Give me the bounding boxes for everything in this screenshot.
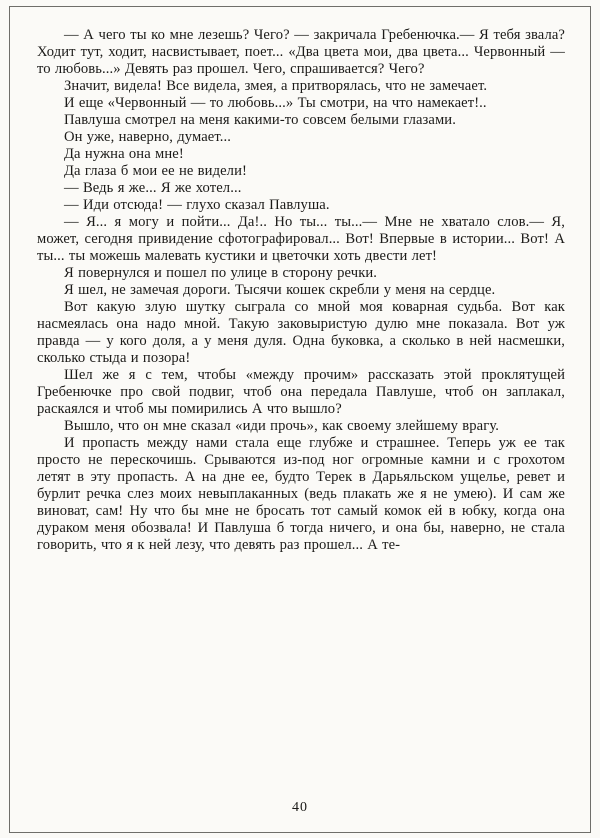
paragraph: Я повернулся и пошел по улице в сторону речки. (64, 265, 378, 281)
paragraph: — Иди отсюда! — глухо сказал Павлуша. (64, 197, 330, 213)
page-text (37, 27, 565, 554)
paragraph: — Я... я могу и пойти... Да!.. Но ты... ты...— Мне не хватало слов.— Я, может, сегодня привидение сфотографировал... Вот! Впервые в истории... Вот! А ты... ты можешь малевать кустики и цветочки хоть двести лет! (37, 214, 565, 264)
paragraph: Он уже, наверно, думает... (64, 129, 231, 145)
page-number: 40 (292, 800, 308, 815)
paragraph: Павлуша смотрел на меня какими-то совсем белыми глазами. (64, 112, 456, 128)
paragraph: Вот какую злую шутку сыграла со мной моя коварная судьба. Вот как насмеялась она надо мной. Такую заковыристую дулю мне показала. Вот уж правда — у кого доля, а у меня дуля. Одна буковка, а сколько в ней насмешки, сколько стыда и позора! (37, 299, 565, 366)
paragraph: Шел же я с тем, чтобы «между прочим» рассказать этой проклятущей Гребенючке про свой подвиг, чтоб она передала Павлуше, чтоб он заплакал, раскаялся и чтоб мы помирились А что вышло? (37, 367, 565, 417)
paragraph: — А чего ты ко мне лезешь? Чего? — закричала Гребенючка.— Я тебя звала? Ходит тут, ходит, насвистывает, поет... «Два цвета мои, два цвета... Червонный — то любовь...» Девять раз прошел. Чего, спрашивается? Чего? (37, 27, 565, 77)
paragraph: И еще «Червонный — то любовь...» Ты смотри, на что намекает!.. (64, 95, 487, 111)
paragraph: И пропасть между нами стала еще глубже и страшнее. Теперь уж ее так просто не перескочишь. Срываются из-под ног огромные камни и с грохотом летят в эту пропасть. А на дне ее, будто Терек в Дарьяльском ущелье, ревет и бурлит речка слез моих невыплаканных (ведь плакать же я не умею). И сам же виноват, сам! Ну что бы мне не бросать тот самый комок ей в юбку, когда она дураком меня обозвала! И Павлуша б тогда ничего, и она бы, наверно, не стала говорить, что я к ней лезу, что девять раз прошел... А те- (37, 435, 565, 553)
paragraph: Значит, видела! Все видела, змея, а притворялась, что не замечает. (64, 78, 488, 94)
paragraph: — Ведь я же... Я же хотел... (64, 180, 242, 196)
paragraph: Да нужна она мне! (64, 146, 184, 162)
paragraph: Да глаза б мои ее не видели! (64, 163, 247, 179)
paragraph: Вышло, что он мне сказал «иди прочь», как своему злейшему врагу. (64, 418, 500, 434)
paragraph: Я шел, не замечая дороги. Тысячи кошек скребли у меня на сердце. (64, 282, 496, 298)
